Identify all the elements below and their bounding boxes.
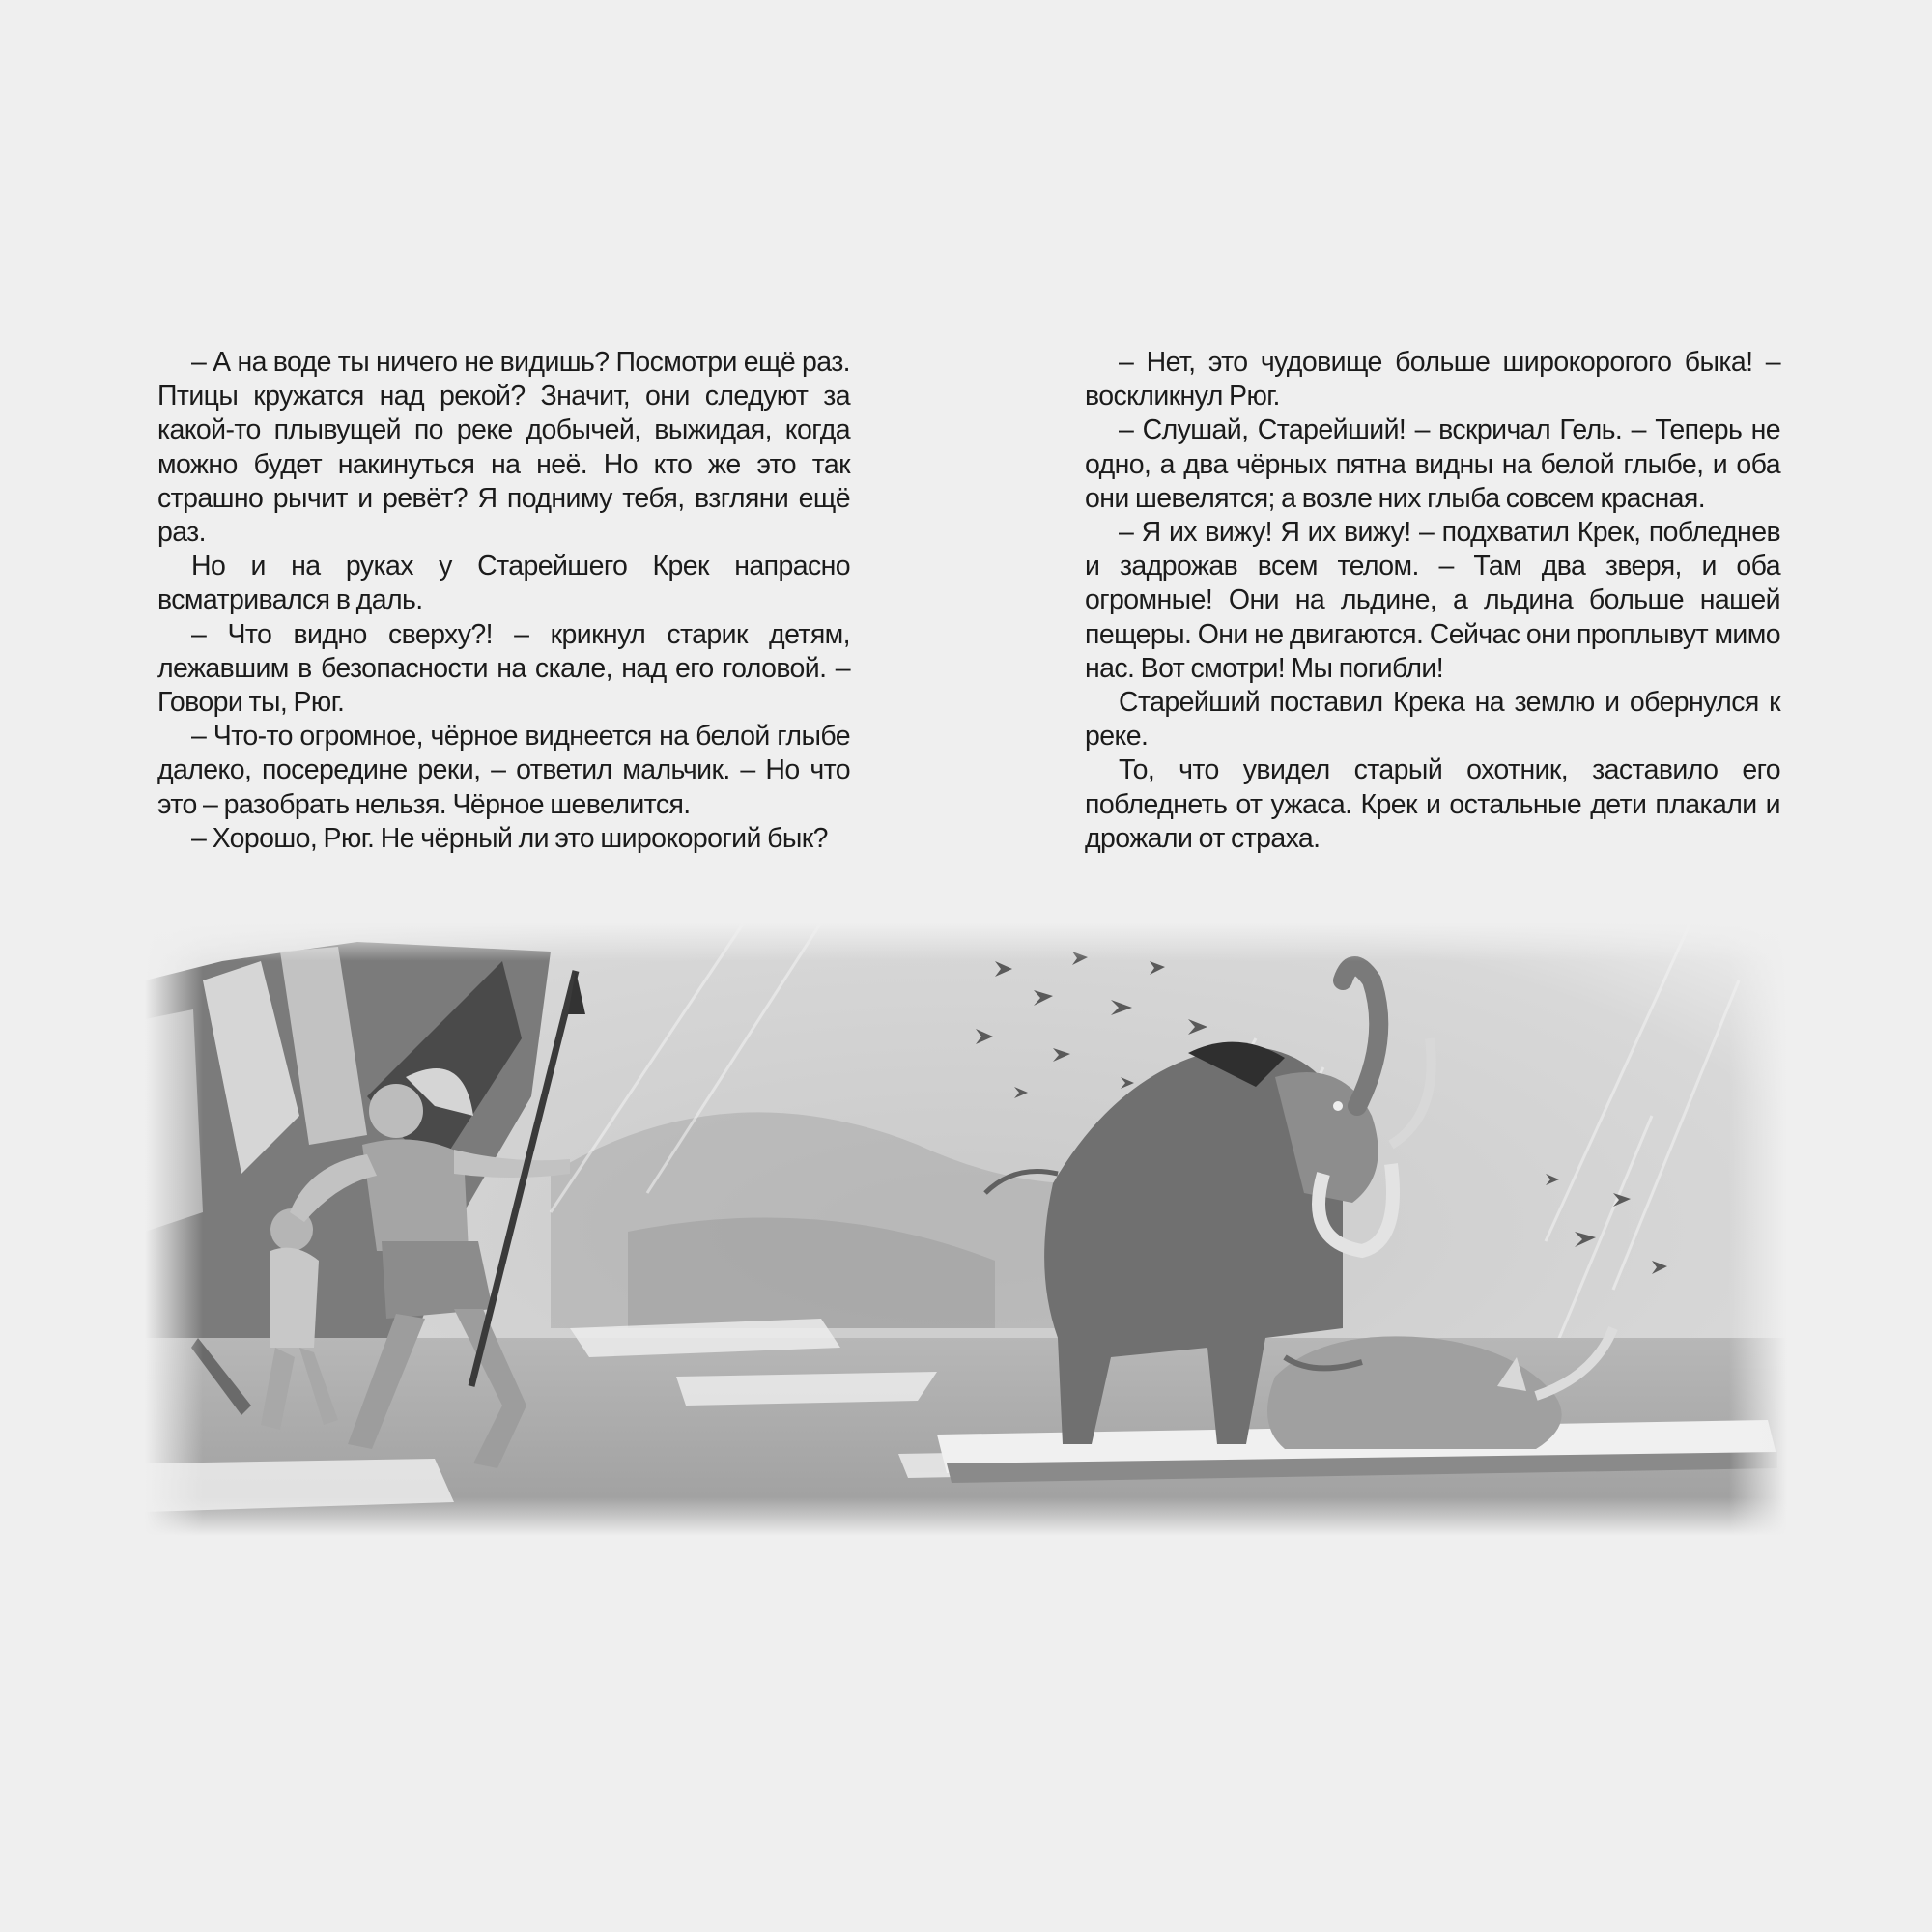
paragraph: – Что видно сверху?! – крикнул старик детям, лежавшим в безопасности на скале, над его головой. – Говори ты, Рюг. (157, 618, 850, 719)
paragraph: Но и на руках у Старейшего Крек напрасно всматривался в даль. (157, 551, 850, 616)
paragraph: То, что увидел старый охотник, заставило его побледнеть от ужаса. Крек и остальные дети плакали и дрожали от страха. (1085, 754, 1780, 854)
paragraph: – А на воде ты ничего не видишь? Посмотри ещё раз. Птицы кружатся над рекой? Значит, они следуют за какой-то плывущей по реке добычей, выжидая, когда можно будет накинуться на неё. Но кто же это так страшно рычит и ревёт? Я подниму тебя, взгляни ещё раз. (157, 347, 850, 549)
paragraph: – Нет, это чудовище больше широкорогого быка! – воскликнул Рюг. (1085, 347, 1780, 412)
right-text-column (1085, 346, 1780, 856)
paragraph: – Я их вижу! Я их вижу! – подхватил Крек, побледнев и задрожав всем телом. – Там два зверя, и оба огромные! Они на льдине, а льдина больше нашей пещеры. Они не двигаются. Сейчас они проплывут мимо нас. Вот смотри! Мы погибли! (1085, 517, 1780, 684)
paragraph: Старейший поставил Крека на землю и обернулся к реке. (1085, 687, 1780, 753)
paragraph: – Слушай, Старейший! – вскричал Гель. – Теперь не одно, а два чёрных пятна видны на белой глыбе, и оба они шевелятся; а возле них глыба совсем красная. (1085, 414, 1780, 514)
illustration (145, 923, 1787, 1536)
paragraph: – Хорошо, Рюг. Не чёрный ли это широкорогий бык? (191, 822, 828, 854)
paragraph: – Что-то огромное, чёрное виднеется на белой глыбе далеко, посередине реки, – ответил мальчик. – Но что это – разобрать нельзя. Чёрное шевелится. (157, 721, 850, 820)
fur-skirt (382, 1241, 493, 1319)
illustration-image (145, 923, 1787, 1536)
left-text-column (157, 346, 850, 856)
